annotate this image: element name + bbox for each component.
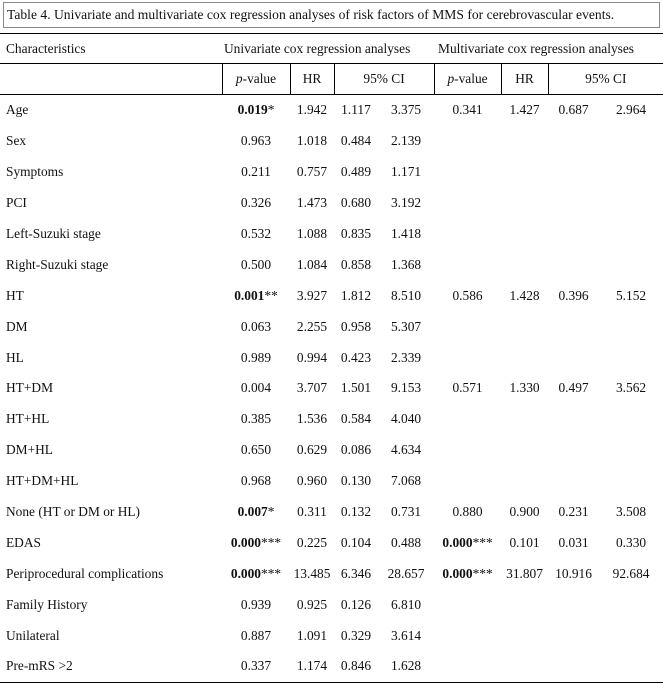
header-u-hr: HR <box>290 64 334 95</box>
header-u-pvalue <box>222 64 290 95</box>
cell-characteristic: EDAS <box>6 534 41 550</box>
cell-m-ci-high <box>599 589 663 620</box>
significance-mark: ** <box>264 287 278 303</box>
cell-m-hr <box>501 435 548 466</box>
cell-characteristic: HT+DM+HL <box>6 473 79 489</box>
cell-u-ci-low: 6.346 <box>340 565 372 581</box>
cell-m-ci-high <box>599 651 663 682</box>
cell-u-ci-low: 0.126 <box>340 596 372 612</box>
cell-m-hr <box>501 404 548 435</box>
cell-m-pvalue <box>434 527 501 558</box>
cell-m-ci-high: 0.330 <box>615 534 647 550</box>
cell-m-ci-low <box>548 589 599 620</box>
table-caption: Table 4. Univariate and multivariate cox regression analyses of risk factors of MMS for cerebrovascular events. <box>3 2 660 28</box>
cell-m-hr <box>501 651 548 682</box>
table-row <box>0 589 663 620</box>
cell-m-ci-low <box>548 188 599 219</box>
cell-u-pvalue <box>222 126 290 157</box>
cell-m-ci-high <box>599 404 663 435</box>
cell-u-pvalue-value: 0.326 <box>240 195 272 211</box>
cell-m-ci-low: 0.687 <box>558 102 589 118</box>
header-univariate: Univariate cox regression analyses <box>222 34 434 64</box>
cell-m-pvalue <box>434 651 501 682</box>
table-row <box>0 126 663 157</box>
cell-m-ci-low <box>548 311 599 342</box>
cell-u-ci-high: 1.628 <box>378 651 434 682</box>
cell-m-pvalue <box>434 404 501 435</box>
cell-u-ci-high: 0.488 <box>390 534 422 550</box>
cell-m-ci-high: 3.508 <box>615 504 647 520</box>
cell-characteristic: Unilateral <box>6 627 60 643</box>
cell-u-pvalue-value: 0.019 <box>237 102 268 118</box>
cell-u-ci-high: 3.614 <box>390 627 422 643</box>
cell-m-hr: 1.330 <box>509 380 540 396</box>
header-m-p-suffix: -value <box>454 71 488 86</box>
cell-characteristic: DM <box>6 318 28 334</box>
cell-m-hr <box>501 249 548 280</box>
cell-u-hr: 13.485 <box>293 565 331 581</box>
header-m-ci: 95% CI <box>548 64 663 95</box>
cell-m-ci-high <box>599 126 663 157</box>
table-row <box>0 497 663 528</box>
cell-m-pvalue-value: 0.880 <box>452 504 483 520</box>
cell-u-ci-low: 0.423 <box>340 349 372 365</box>
cell-m-pvalue <box>434 280 501 311</box>
cell-u-ci-high: 0.731 <box>390 504 422 520</box>
cell-u-pvalue <box>222 157 290 188</box>
cell-m-pvalue-value: 0.586 <box>452 287 483 303</box>
cell-m-ci-high <box>599 219 663 250</box>
cell-u-ci-low: 0.104 <box>340 534 372 550</box>
cell-u-hr: 3.707 <box>296 380 328 396</box>
cell-u-ci-low: 0.835 <box>340 226 372 241</box>
cell-m-hr <box>501 188 548 219</box>
cell-m-pvalue <box>434 373 501 404</box>
cell-m-ci-low <box>548 249 599 280</box>
significance-mark: *** <box>261 534 282 550</box>
cell-u-pvalue-value: 0.963 <box>240 133 272 149</box>
cell-m-ci-low <box>548 435 599 466</box>
cell-u-hr: 1.084 <box>296 256 328 272</box>
cell-characteristic: DM+HL <box>6 442 53 458</box>
cell-u-pvalue-value: 0.500 <box>240 256 272 272</box>
cell-m-ci-high <box>599 342 663 373</box>
cell-u-pvalue-value: 0.968 <box>240 473 272 489</box>
cell-characteristic: HT <box>6 287 24 303</box>
cell-m-pvalue <box>434 497 501 528</box>
cell-u-pvalue <box>222 404 290 435</box>
cell-m-ci-low <box>548 126 599 157</box>
cell-m-ci-high: 5.152 <box>615 287 647 303</box>
cell-m-pvalue-value: 0.571 <box>452 380 483 396</box>
cell-u-pvalue-value: 0.001 <box>234 287 265 303</box>
cell-m-pvalue-value: 0.000 <box>442 534 473 550</box>
cell-m-hr <box>501 589 548 620</box>
significance-mark: *** <box>261 565 282 581</box>
cell-m-ci-low <box>548 404 599 435</box>
cell-u-ci-low: 0.489 <box>340 164 372 180</box>
cell-m-hr <box>501 466 548 497</box>
cell-u-pvalue <box>222 188 290 219</box>
table-row <box>0 651 663 682</box>
cell-u-ci-high: 28.657 <box>387 565 425 581</box>
cell-m-pvalue <box>434 188 501 219</box>
cell-u-ci-low: 0.584 <box>340 411 372 427</box>
cell-characteristic: Family History <box>6 596 88 612</box>
cell-u-ci-high: 3.375 <box>390 102 422 118</box>
cell-characteristic: Pre-mRS >2 <box>0 651 222 682</box>
cell-u-pvalue-value: 0.650 <box>240 442 272 458</box>
table-row <box>0 280 663 311</box>
cell-m-ci-high <box>599 466 663 497</box>
cell-m-pvalue <box>434 95 501 126</box>
cell-u-pvalue <box>222 558 290 589</box>
cell-u-hr: 1.091 <box>296 627 328 643</box>
cell-m-hr <box>501 126 548 157</box>
cell-m-pvalue <box>434 435 501 466</box>
cell-u-ci-low: 0.132 <box>340 504 372 520</box>
cell-m-ci-high <box>599 157 663 188</box>
cell-u-ci-low: 0.329 <box>340 627 372 643</box>
cell-u-ci-high: 3.192 <box>390 195 422 211</box>
cell-m-pvalue <box>434 589 501 620</box>
cell-m-pvalue <box>434 558 501 589</box>
cell-u-pvalue <box>222 219 290 250</box>
cell-u-ci-high: 9.153 <box>390 380 422 396</box>
cell-u-pvalue <box>222 466 290 497</box>
cell-u-hr: 0.757 <box>296 164 328 180</box>
cell-u-pvalue-value: 0.063 <box>240 318 272 334</box>
cell-m-hr: 1.427 <box>509 102 540 118</box>
table-row <box>0 219 663 250</box>
table-row <box>0 311 663 342</box>
cell-u-hr: 1.473 <box>296 195 328 211</box>
header-multivariate: Multivariate cox regression analyses <box>434 34 663 64</box>
cell-m-hr <box>501 311 548 342</box>
cell-characteristic: None (HT or DM or HL) <box>6 504 141 520</box>
cell-m-ci-low: 0.031 <box>558 534 589 550</box>
cell-characteristic: Sex <box>6 133 27 149</box>
cell-m-ci-low <box>548 157 599 188</box>
cell-m-ci-high <box>599 188 663 219</box>
cell-m-hr: 0.900 <box>509 504 540 520</box>
cell-u-pvalue-value: 0.000 <box>230 565 262 581</box>
cell-m-ci-low <box>548 342 599 373</box>
cell-u-pvalue-value: 0.989 <box>240 349 272 365</box>
cell-m-pvalue-value: 0.000 <box>442 565 473 581</box>
cell-u-pvalue <box>222 651 290 682</box>
cell-u-pvalue <box>222 342 290 373</box>
cell-u-hr: 0.925 <box>296 596 328 612</box>
cell-u-ci-high: 1.418 <box>390 226 422 241</box>
cell-u-ci-low: 1.117 <box>341 102 371 118</box>
cell-u-ci-high: 8.510 <box>390 287 422 303</box>
cell-m-ci-high: 92.684 <box>612 565 650 581</box>
cell-u-ci-low: 1.812 <box>340 287 372 303</box>
cell-u-hr: 2.255 <box>296 318 328 334</box>
cell-characteristic: HT+HL <box>6 411 50 427</box>
cell-u-hr: 1.536 <box>296 411 328 427</box>
cell-m-pvalue <box>434 311 501 342</box>
cell-u-pvalue <box>222 589 290 620</box>
cell-m-pvalue <box>434 219 501 250</box>
significance-mark: *** <box>472 565 493 581</box>
table-row <box>0 466 663 497</box>
cell-m-ci-high <box>599 249 663 280</box>
header-m-p-italic: p <box>447 71 455 86</box>
cell-u-ci-low: 0.484 <box>340 133 372 149</box>
cell-u-pvalue <box>222 497 290 528</box>
cell-u-pvalue-value: 0.007 <box>237 504 268 520</box>
cell-m-hr <box>501 157 548 188</box>
cell-characteristic: HL <box>6 349 24 365</box>
header-empty <box>0 64 222 95</box>
cell-u-ci-low: 0.958 <box>340 318 372 334</box>
cell-m-pvalue-value: 0.341 <box>452 102 483 118</box>
table-body <box>0 95 663 683</box>
cell-u-hr: 0.994 <box>296 349 328 365</box>
cell-u-pvalue-value: 0.385 <box>240 411 272 427</box>
cell-u-ci-low: 0.130 <box>340 473 372 489</box>
cell-m-ci-low <box>548 651 599 682</box>
cell-u-pvalue-value: 0.337 <box>240 658 272 674</box>
cell-u-ci-high: 2.339 <box>390 349 422 365</box>
table-row <box>0 342 663 373</box>
cell-u-ci-high: 4.040 <box>390 411 422 427</box>
cell-u-pvalue <box>222 620 290 651</box>
cell-u-pvalue-value: 0.532 <box>240 226 272 241</box>
significance-mark: *** <box>472 534 493 550</box>
cell-m-pvalue <box>434 126 501 157</box>
cell-u-hr: 1.942 <box>296 102 328 118</box>
table-row <box>0 157 663 188</box>
cell-m-ci-low: 10.916 <box>555 565 592 581</box>
cell-u-ci-low: 0.680 <box>340 195 372 211</box>
cell-u-ci-high: 6.810 <box>390 596 422 612</box>
cell-u-ci-low: 0.086 <box>340 442 372 458</box>
cell-u-ci-high: 5.307 <box>390 318 422 334</box>
cell-m-hr: 1.428 <box>509 287 540 303</box>
cell-u-hr: 0.311 <box>297 504 327 520</box>
header-u-ci: 95% CI <box>334 64 434 95</box>
cell-characteristic: Left-Suzuki stage <box>6 226 101 241</box>
table-row <box>0 558 663 589</box>
cell-m-pvalue <box>434 249 501 280</box>
cell-u-hr: 1.174 <box>290 651 334 682</box>
cell-u-pvalue <box>222 373 290 404</box>
cell-u-pvalue-value: 0.211 <box>241 164 271 180</box>
cell-characteristic: HT+DM <box>6 380 53 396</box>
table-row <box>0 527 663 558</box>
cell-m-hr <box>501 219 548 250</box>
cell-characteristic: Age <box>6 102 29 118</box>
cell-m-ci-low <box>548 219 599 250</box>
cell-u-pvalue-value: 0.000 <box>230 534 262 550</box>
cell-m-ci-low <box>548 466 599 497</box>
cell-characteristic: Periprocedural complications <box>6 565 164 581</box>
cell-u-hr: 0.629 <box>296 442 328 458</box>
cell-u-hr: 3.927 <box>296 287 328 303</box>
cell-u-pvalue <box>222 527 290 558</box>
cell-u-ci-high: 4.634 <box>390 442 422 458</box>
header-u-p-suffix: -value <box>242 71 277 86</box>
cell-u-ci-high: 2.139 <box>390 133 422 149</box>
cell-u-ci-high: 7.068 <box>390 473 422 489</box>
table-row <box>0 620 663 651</box>
cell-m-hr: 0.101 <box>509 534 540 550</box>
cell-u-pvalue-value: 0.887 <box>240 627 272 643</box>
significance-mark: * <box>267 102 275 118</box>
cell-u-pvalue <box>222 280 290 311</box>
cell-characteristic: Right-Suzuki stage <box>6 256 109 272</box>
header-u-p-italic: p <box>235 71 243 86</box>
cell-m-ci-low <box>548 620 599 651</box>
cell-m-hr <box>501 342 548 373</box>
significance-mark: * <box>267 504 275 520</box>
table-row <box>0 188 663 219</box>
cell-u-hr: 1.018 <box>296 133 328 149</box>
cell-m-ci-high: 3.562 <box>615 380 647 396</box>
table-row <box>0 373 663 404</box>
cell-m-pvalue <box>434 620 501 651</box>
cell-m-pvalue <box>434 157 501 188</box>
cell-m-ci-high <box>599 620 663 651</box>
cell-u-ci-high: 1.171 <box>390 164 422 180</box>
cell-u-ci-low: 1.501 <box>340 380 372 396</box>
cell-u-pvalue <box>222 435 290 466</box>
cell-u-ci-low: 0.846 <box>334 651 378 682</box>
cell-m-hr: 31.807 <box>506 565 543 581</box>
cell-m-hr <box>501 620 548 651</box>
cell-m-pvalue <box>434 342 501 373</box>
cell-characteristic: PCI <box>6 195 27 211</box>
cell-m-ci-low: 0.396 <box>558 287 589 303</box>
cell-u-ci-low: 0.858 <box>340 256 372 272</box>
cell-u-hr: 0.225 <box>296 534 328 550</box>
cell-m-ci-low: 0.497 <box>558 380 589 396</box>
table-row <box>0 95 663 126</box>
cell-u-pvalue <box>222 95 290 126</box>
header-characteristics: Characteristics <box>0 34 222 64</box>
header-m-pvalue <box>434 64 501 95</box>
cell-u-hr: 1.088 <box>296 226 328 241</box>
cell-m-ci-high <box>599 435 663 466</box>
cell-m-ci-high: 2.964 <box>615 102 647 118</box>
table-row <box>0 404 663 435</box>
cell-m-ci-low: 0.231 <box>558 504 589 520</box>
cell-characteristic: Symptoms <box>6 164 64 180</box>
cell-m-pvalue <box>434 466 501 497</box>
cell-u-pvalue <box>222 311 290 342</box>
cox-regression-table <box>0 33 663 683</box>
table-row <box>0 249 663 280</box>
header-m-hr: HR <box>501 64 548 95</box>
cell-u-pvalue-value: 0.939 <box>240 596 272 612</box>
cell-m-ci-high <box>599 311 663 342</box>
table-row <box>0 435 663 466</box>
cell-u-pvalue-value: 0.004 <box>240 380 272 396</box>
cell-u-ci-high: 1.368 <box>390 256 422 272</box>
cell-u-hr: 0.960 <box>296 473 328 489</box>
cell-u-pvalue <box>222 249 290 280</box>
